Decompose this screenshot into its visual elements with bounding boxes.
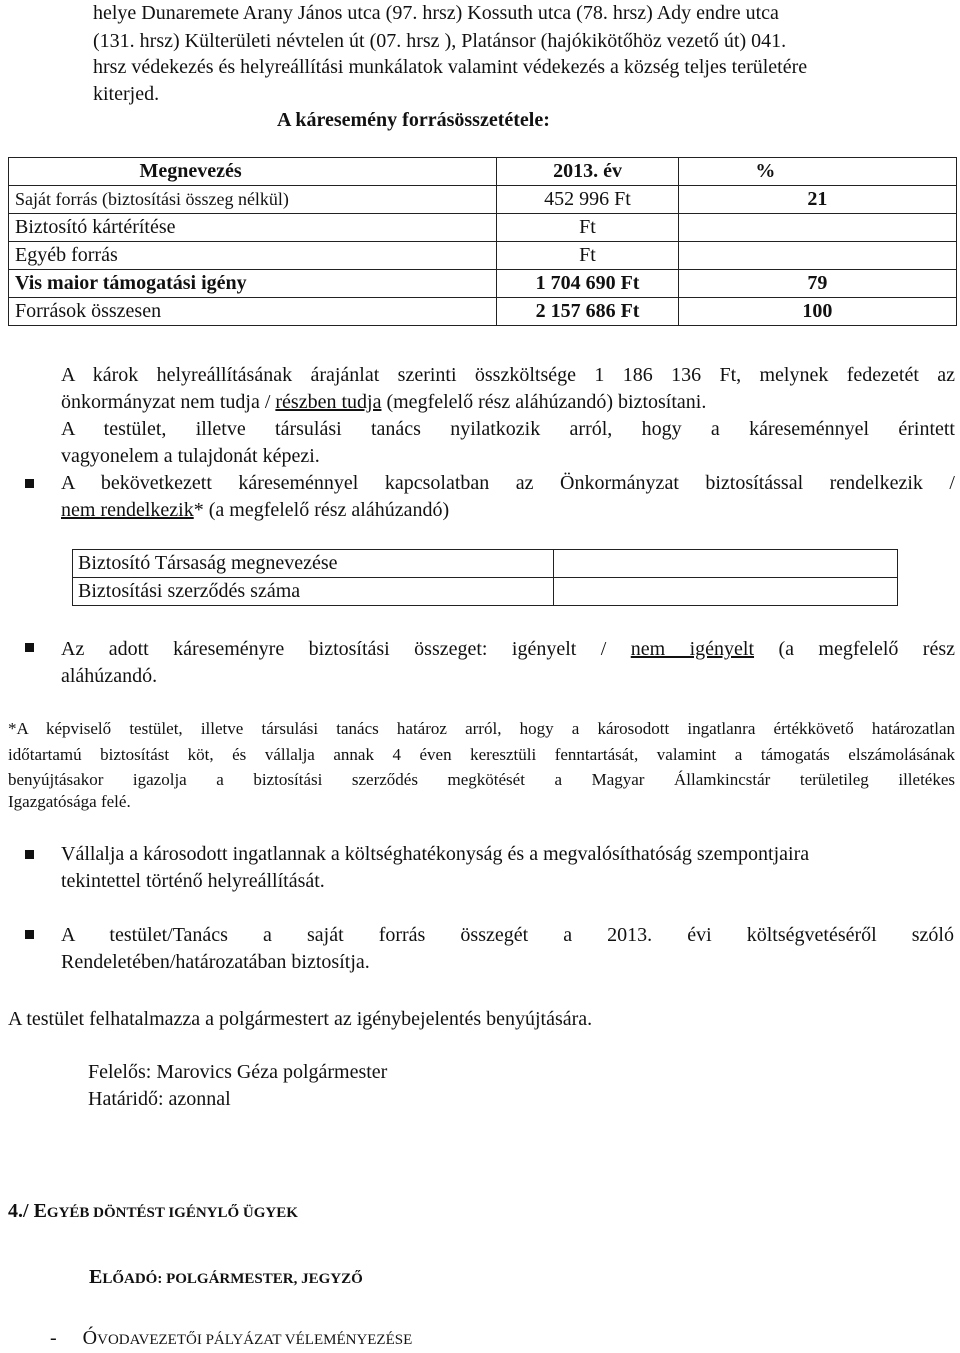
footnote-line-3: benyújtásakor igazolja a biztosítási szerződés megkötését a Magyar Államkincstár területileg illetékes (8, 770, 955, 789)
source-table (8, 157, 957, 326)
row-name: Vis maior támogatási igény (9, 270, 497, 298)
row-name: Egyéb forrás (9, 242, 497, 270)
intro-line-1: helye Dunaremete Arany János utca (97. hrsz) Kossuth utca (78. hrsz) Ady endre utca (93, 2, 779, 24)
agenda-item: - ÓVODAVEZETŐI PÁLYÁZAT VÉLEMÉNYEZÉSE (50, 1327, 413, 1349)
claim-line-2: aláhúzandó. (61, 665, 158, 687)
table-row (9, 242, 957, 270)
dash: - (50, 1327, 57, 1349)
header-percent: % (678, 158, 956, 186)
cost-eff-line-2: tekintettel történő helyreállítását. (61, 870, 325, 892)
own-source-line-1: A testület/Tanács a saját forrás összegét a 2013. évi költségvetéséről szóló (61, 924, 954, 946)
section-heading-4: 4./ EGYÉB DÖNTÉST IGÉNYLŐ ÜGYEK (8, 1200, 298, 1222)
insurance-line-1: A bekövetkezett káreseménnyel kapcsolatban az Önkormányzat biztosítással rendelkezik / (61, 472, 955, 494)
cost-line-1: A károk helyreállításának árajánlat szerinti összköltsége 1 186 136 Ft, melynek fedezetét az (61, 364, 955, 386)
table-row (73, 578, 898, 606)
header-name: Megnevezés (9, 158, 497, 186)
row-name: Saját forrás (biztosítási összeg nélkül) (9, 186, 497, 214)
property-line-1: A testület, illetve társulási tanács nyilatkozik arról, hogy a káreseménnyel érintett (61, 418, 955, 440)
contract-number-value (554, 578, 898, 606)
row-amount: Ft (497, 214, 679, 242)
table-row (9, 214, 957, 242)
row-amount: 452 996 Ft (497, 186, 679, 214)
row-amount: 1 704 690 Ft (497, 270, 679, 298)
bullet-icon (25, 643, 34, 652)
insurer-name-value (554, 550, 898, 578)
property-line-2: vagyonelem a tulajdonát képezi. (61, 445, 320, 467)
footnote-line-1: *A képviselő testület, illetve társulási tanács határoz arról, hogy a károsodott ingatlanra értékkövető határozatlan (8, 719, 955, 738)
cost-eff-line-1: Vállalja a károsodott ingatlannak a költséghatékonyság és a megvalósíthatóság szempontjaira (61, 843, 810, 865)
claim-line-1: Az adott káreseményre biztosítási összeget: igényelt / nem igényelt (a megfelelő rész (61, 638, 956, 660)
table-row (73, 550, 898, 578)
row-name: Biztosító kártérítése (9, 214, 497, 242)
table-row (9, 186, 957, 214)
footnote-line-2: időtartamú biztosítást köt, és vállalja annak 4 éven keresztüli fenntartását, valamint a támogatás elszámolásának (8, 745, 955, 764)
table-row (9, 270, 957, 298)
intro-line-2: (131. hrsz) Külterületi névtelen út (07. hrsz ), Platánsor (hajókikötőhöz vezető út) 041. (93, 30, 787, 52)
cost-line-2: önkormányzat nem tudja / részben tudja (megfelelő rész aláhúzandó) biztosítani. (61, 391, 707, 413)
row-name: Források összesen (9, 298, 497, 326)
insurance-table (72, 549, 898, 606)
row-percent: 100 (678, 298, 956, 326)
table-row (9, 298, 957, 326)
row-percent (678, 242, 956, 270)
contract-number-label: Biztosítási szerződés száma (73, 578, 554, 606)
insurer-name-label: Biztosító Társaság megnevezése (73, 550, 554, 578)
own-source-line-2: Rendeletében/határozatában biztosítja. (61, 951, 370, 973)
intro-line-4: kiterjed. (93, 83, 160, 105)
bullet-icon (25, 930, 34, 939)
footnote-line-4: Igazgatósága felé. (8, 792, 131, 811)
source-table-header (9, 158, 957, 186)
row-percent (678, 214, 956, 242)
bullet-icon (25, 850, 34, 859)
responsible-text: Felelős: Marovics Géza polgármester (88, 1061, 388, 1083)
intro-line-3: hrsz védekezés és helyreállítási munkálatok valamint védekezés a község teljes területére (93, 56, 808, 78)
bullet-icon (25, 479, 34, 488)
row-amount: 2 157 686 Ft (497, 298, 679, 326)
deadline-text: Határidő: azonnal (88, 1088, 231, 1110)
insurance-line-2: nem rendelkezik* (a megfelelő rész aláhúzandó) (61, 499, 450, 521)
section-title: A káresemény forrásösszetétele: (277, 109, 550, 131)
authorization-text: A testület felhatalmazza a polgármestert az igénybejelentés benyújtására. (8, 1008, 593, 1030)
header-year: 2013. év (497, 158, 679, 186)
row-percent: 21 (678, 186, 956, 214)
row-amount: Ft (497, 242, 679, 270)
row-percent: 79 (678, 270, 956, 298)
presenter-line: ELŐADÓ: POLGÁRMESTER, JEGYZŐ (89, 1266, 363, 1288)
